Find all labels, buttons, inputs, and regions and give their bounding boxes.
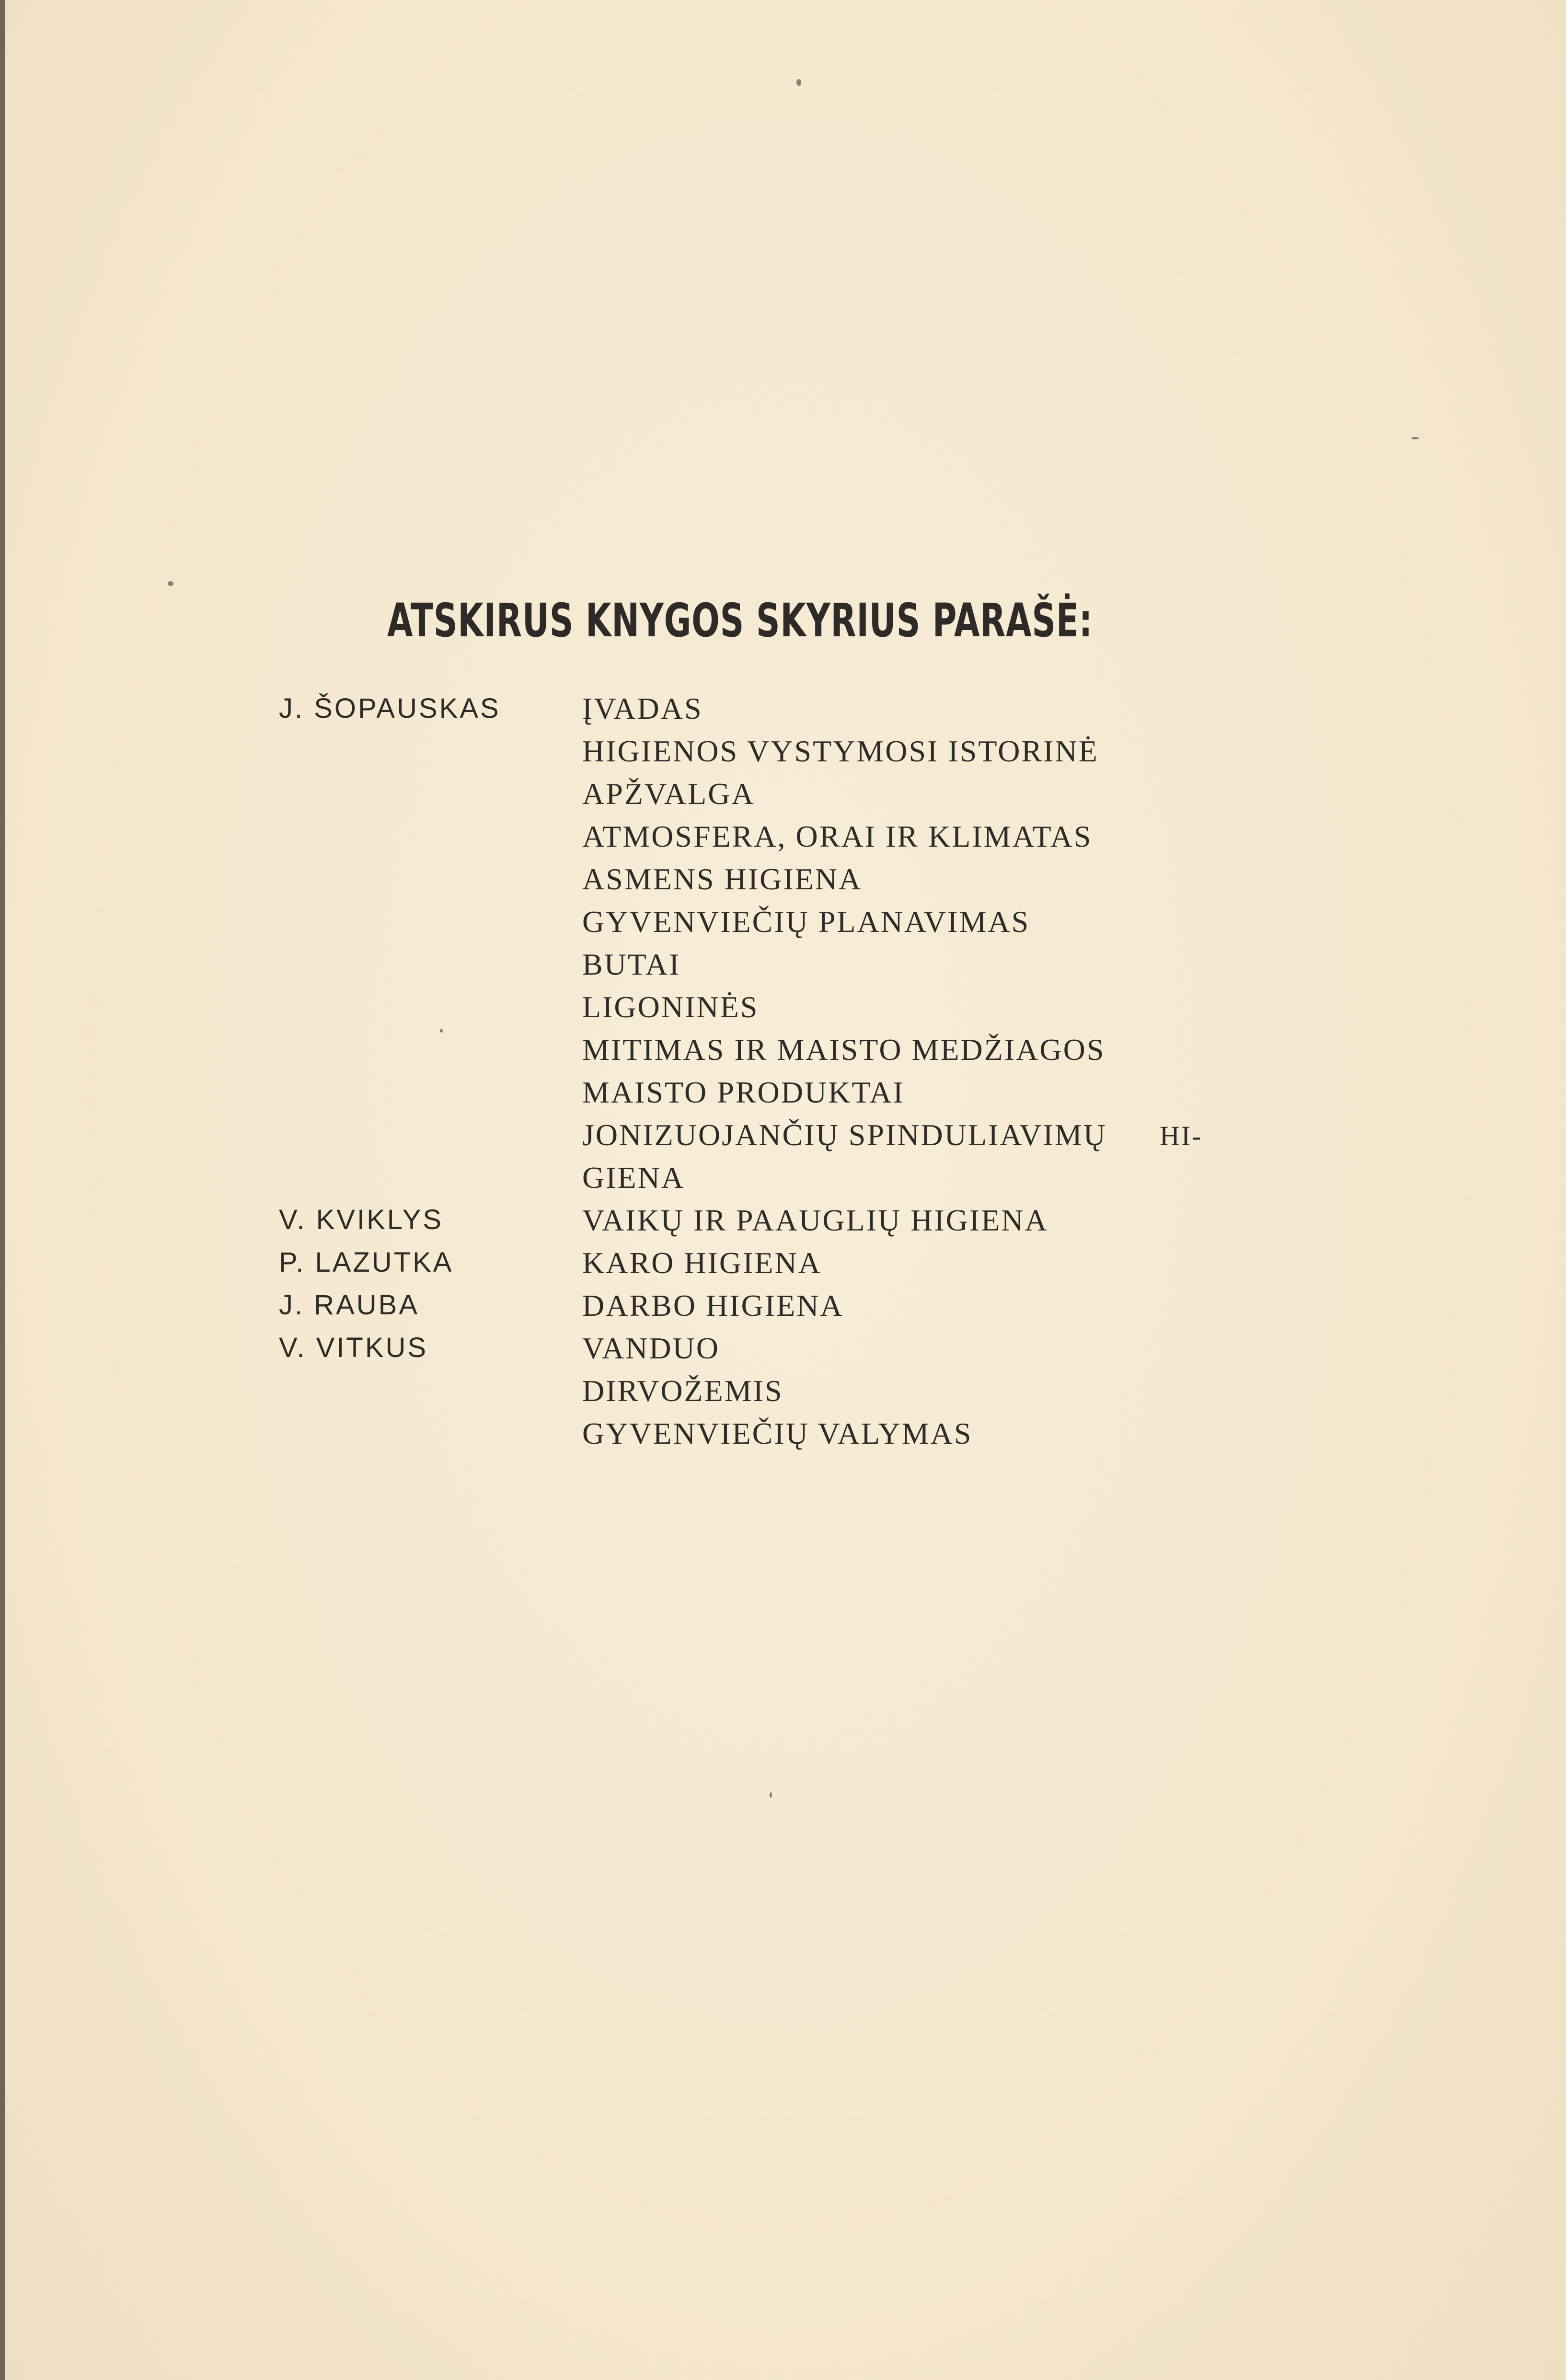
page-heading: ATSKIRUS KNYGOS SKYRIUS PARAŠĖ: [387, 594, 1093, 647]
chapter-item: LIGONINĖS [582, 990, 759, 1024]
chapter-item: MITIMAS IR MAISTO MEDŽIAGOS [582, 1033, 1105, 1067]
chapter-item: MAISTO PRODUKTAI [582, 1075, 905, 1109]
paper-speck [440, 1029, 443, 1033]
paper-speck [796, 79, 801, 86]
chapter-item: GYVENVIEČIŲ VALYMAS [582, 1416, 973, 1450]
chapter-item: DIRVOŽEMIS [582, 1374, 783, 1408]
author-vitkus: V. VITKUS [279, 1332, 428, 1363]
chapter-item-hyphenated [582, 1114, 1397, 1156]
chapters-list [582, 687, 1397, 1455]
chapter-item: APŽVALGA [582, 777, 755, 811]
page-binding-edge [0, 0, 5, 2380]
chapter-item: BUTAI [582, 947, 681, 981]
chapter-item-text: JONIZUOJANČIŲ SPINDULIAVIMŲ [582, 1118, 1107, 1152]
chapter-item: ATMOSFERA, ORAI IR KLIMATAS [582, 819, 1093, 853]
chapter-item: GYVENVIEČIŲ PLANAVIMAS [582, 905, 1030, 939]
chapter-item: VANDUO [582, 1331, 720, 1365]
hyphen-continuation: HI- [1159, 1120, 1203, 1151]
chapter-item: ASMENS HIGIENA [582, 862, 863, 896]
chapter-item: HIGIENOS VYSTYMOSI ISTORINĖ [582, 734, 1099, 768]
chapter-item: KARO HIGIENA [582, 1246, 822, 1280]
chapter-item: DARBO HIGIENA [582, 1288, 844, 1322]
paper-speck [168, 581, 173, 586]
chapter-item: ĮVADAS [582, 691, 703, 725]
author-kviklys: V. KVIKLYS [279, 1204, 444, 1235]
author-lazutka: P. LAZUTKA [279, 1247, 454, 1278]
paper-speck [1411, 437, 1419, 439]
chapter-item: GIENA [582, 1161, 685, 1195]
chapter-item: VAIKŲ IR PAAUGLIŲ HIGIENA [582, 1203, 1048, 1237]
author-sopauskas: J. ŠOPAUSKAS [279, 693, 501, 724]
paper-speck [770, 1792, 772, 1798]
author-rauba: J. RAUBA [279, 1289, 420, 1321]
